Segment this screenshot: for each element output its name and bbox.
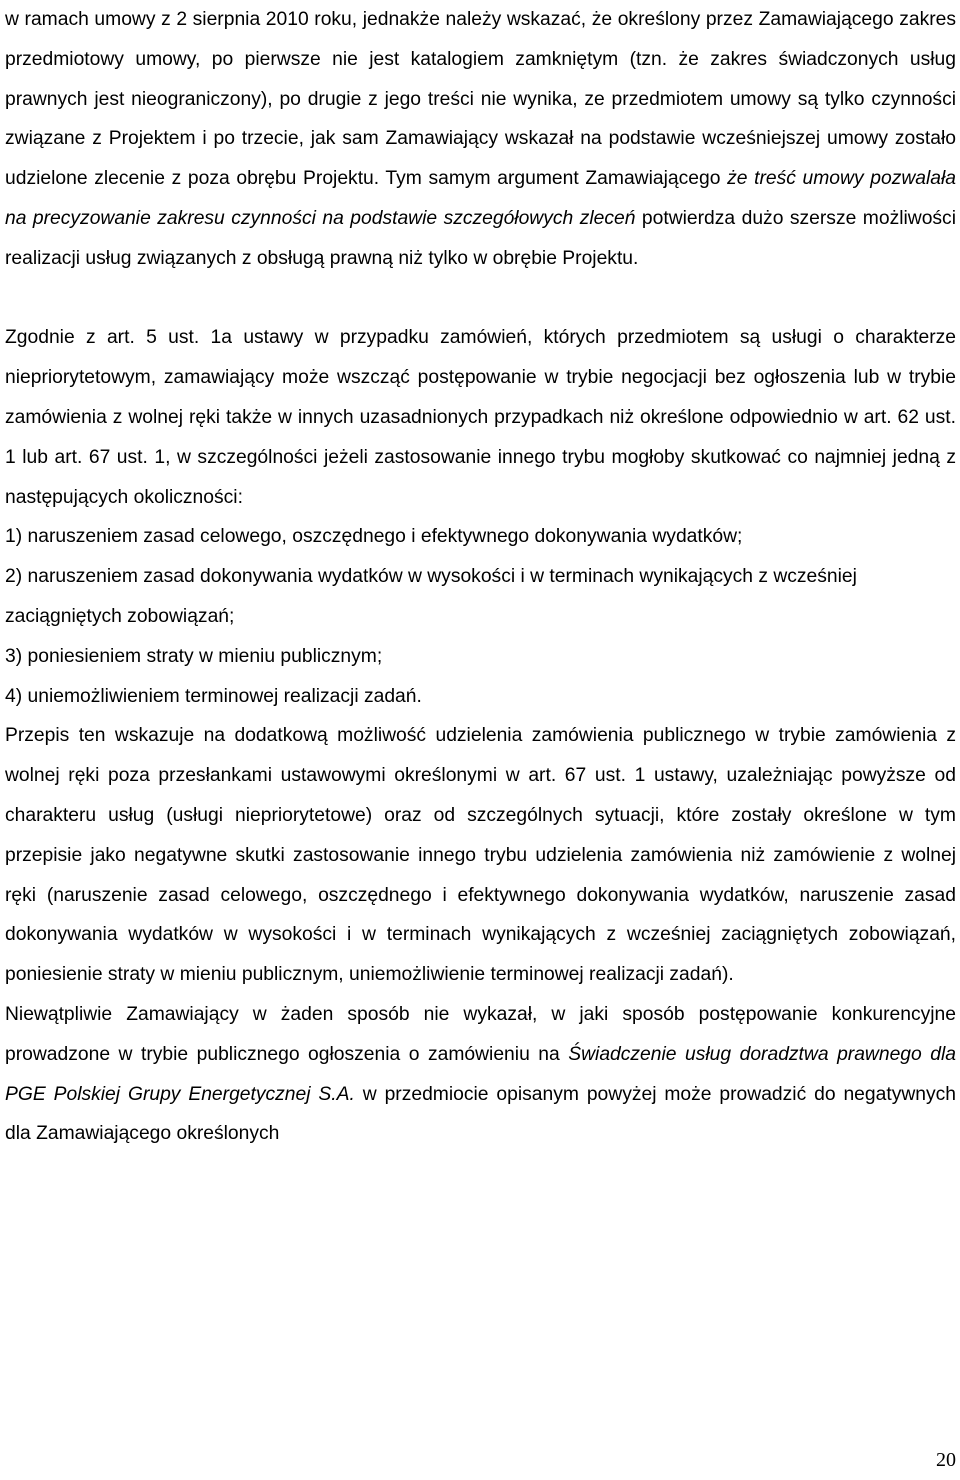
paragraph-2-segment: Zgodnie z art. 5 ust. 1a ustawy w przypadku zamówień, których przedmiotem są usługi o charakterze niepriorytetowym, zamawiający może wszcząć postępowanie w trybie negocjacji bez ogłoszenia lub w trybie zamówienia z wolnej ręki także w innych uzasadnionych przypadkach niż określone odpowiednio w art. 62 ust. 1 lub art. 67 ust. 1, w szczególności jeżeli zastosowanie innego trybu mogłoby skutkować co najmniej jedną z następujących okoliczności: xyxy=(5,327,956,508)
paragraph-4-segment: w przedmiocie opisanym powyżej może prowadzić do negatywnych dla Zamawiającego określonych xyxy=(5,1083,956,1145)
page-number: 20 xyxy=(936,1449,956,1471)
paragraph-4-italic-title: Świadczenie usług doradztwa prawnego dla PGE Polskiej Grupy Energetycznej S.A. xyxy=(5,1043,956,1105)
paragraph-2 xyxy=(5,318,956,517)
paragraph-1 xyxy=(5,0,956,279)
list-item-4: 4) uniemożliwieniem terminowej realizacji zadań. xyxy=(5,685,422,707)
paragraph-3-segment: Przepis ten wskazuje na dodatkową możliwość udzielenia zamówienia publicznego w trybie zamówienia z wolnej ręki poza przesłankami ustawowymi określonymi w art. 67 ust. 1 ustawy, uzależniając powyższe od charakteru usług (usługi niepriorytetowe) oraz od szczególnych sytuacji, które zostały określone w tym przepisie jako negatywne skutki zastosowanie innego trybu udzielenia zamówienia niż zamówienie z wolnej ręki (naruszenie zasad celowego, oszczędnego i efektywnego dokonywania wydatków, naruszenie zasad dokonywania wydatków w wysokości i w terminach wynikających z wcześniej zaciągniętych zobowiązań, poniesienie straty w mieniu publicznym, uniemożliwienie terminowej realizacji zadań). xyxy=(5,725,956,986)
paragraph-3 xyxy=(5,716,956,995)
paragraph-4-segment: Niewątpliwie Zamawiający w żaden sposób nie wykazał, w jaki sposób postępowanie konkurencyjne prowadzone w trybie publicznego ogłoszenia o zamówieniu na xyxy=(5,1003,956,1065)
paragraph-1-italic-quote: że treść umowy pozwalała na precyzowanie zakresu czynności na podstawie szczegółowych zleceń xyxy=(5,168,957,229)
paragraph-1-segment: potwierdza dużo szersze możliwości realizacji usług związanych z obsługą prawną niż tylko w obrębie Projektu. xyxy=(5,207,956,269)
paragraph-4 xyxy=(5,995,956,1154)
document-body xyxy=(5,0,956,1154)
list-item-2: 2) naruszeniem zasad dokonywania wydatków w wysokości i w terminach wynikających z wcześniej zaciągniętych zobowiązań; xyxy=(5,566,857,627)
list-item-3: 3) poniesieniem straty w mieniu publicznym; xyxy=(5,645,383,667)
list-item-1: 1) naruszeniem zasad celowego, oszczędnego i efektywnego dokonywania wydatków; xyxy=(5,526,743,548)
paragraph-1-segment: w ramach umowy z 2 sierpnia 2010 roku, jednakże należy wskazać, że określony przez Zamawiającego zakres przedmiotowy umowy, po pierwsze nie jest katalogiem zamkniętym (tzn. że zakres świadczonych usług prawnych jest nieograniczony), po drugie z jego treści nie wynika, ze przedmiotem umowy są tylko czynności związane z Projektem i po trzecie, jak sam Zamawiający wskazał na podstawie wcześniejszej umowy zostało udzielone zlecenie z poza obrębu Projektu. Tym samym argument Zamawiającego xyxy=(5,9,956,190)
paragraph-spacer xyxy=(5,279,956,319)
